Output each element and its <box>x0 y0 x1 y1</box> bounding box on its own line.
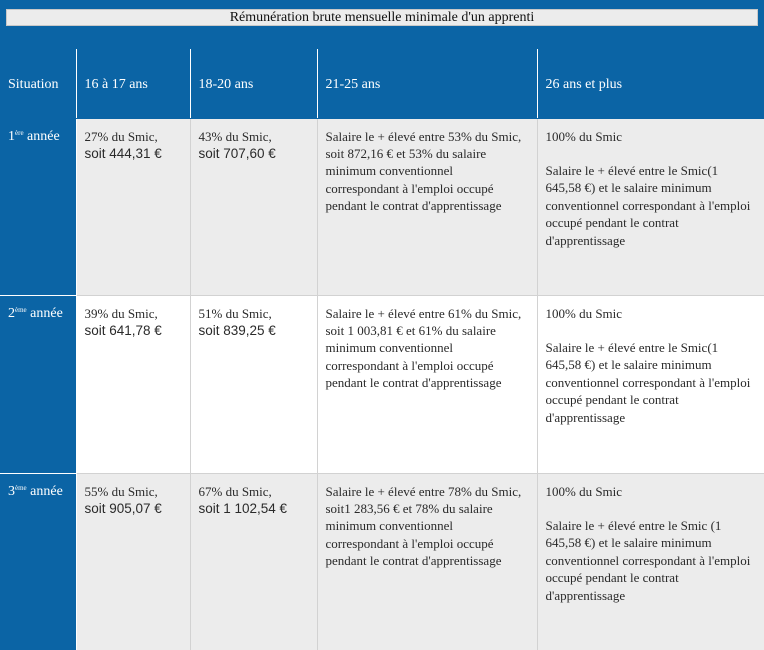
cell-year1-18-20: 43% du Smic, soit 707,60 € <box>190 118 317 295</box>
cell-year2-16-17: 39% du Smic, soit 641,78 € <box>76 295 190 473</box>
cell-year2-21-25: Salaire le + élevé entre 61% du Smic, soit 1 003,81 € et 61% du salaire minimum conventionnel correspondant à l'emploi occupé pendant le contrat d'apprentissage <box>317 295 537 473</box>
cell-year1-26-plus: 100% du Smic Salaire le + élevé entre le Smic(1 645,58 €) et le salaire minimum conventionnel correspondant à l'emploi occupé pendant le contrat d'apprentissage <box>537 118 764 295</box>
table-row <box>0 295 764 473</box>
header-age-21-25: 21-25 ans <box>317 49 537 118</box>
cell-year1-21-25: Salaire le + élevé entre 53% du Smic, soit 872,16 € et 53% du salaire minimum conventionnel correspondant à l'emploi occupé pendant le contrat d'apprentissage <box>317 118 537 295</box>
cell-year2-26-plus: 100% du Smic Salaire le + élevé entre le Smic(1 645,58 €) et le salaire minimum conventionnel correspondant à l'emploi occupé pendant le contrat d'apprentissage <box>537 295 764 473</box>
table-row <box>0 118 764 295</box>
cell-year3-21-25: Salaire le + élevé entre 78% du Smic, soit1 283,56 € et 78% du salaire minimum conventionnel correspondant à l'emploi occupé pendant le contrat d'apprentissage <box>317 473 537 650</box>
cell-year1-16-17: 27% du Smic, soit 444,31 € <box>76 118 190 295</box>
cell-year2-18-20: 51% du Smic, soit 839,25 € <box>190 295 317 473</box>
table-header-row <box>0 49 764 118</box>
row-label-year-1: 1ère année <box>0 118 76 295</box>
cell-year3-16-17: 55% du Smic, soit 905,07 € <box>76 473 190 650</box>
table-caption: Rémunération brute mensuelle minimale d'un apprenti <box>6 9 758 26</box>
row-label-year-3: 3ème année <box>0 473 76 650</box>
header-situation: Situation <box>0 49 76 118</box>
table-row <box>0 473 764 650</box>
cell-year3-18-20: 67% du Smic, soit 1 102,54 € <box>190 473 317 650</box>
header-age-26-plus: 26 ans et plus <box>537 49 764 118</box>
row-label-year-2: 2ème année <box>0 295 76 473</box>
cell-year3-26-plus: 100% du Smic Salaire le + élevé entre le Smic (1 645,58 €) et le salaire minimum conventionnel correspondant à l'emploi occupé pendant le contrat d'apprentissage <box>537 473 764 650</box>
salary-table <box>0 49 764 650</box>
header-age-18-20: 18-20 ans <box>190 49 317 118</box>
header-age-16-17: 16 à 17 ans <box>76 49 190 118</box>
